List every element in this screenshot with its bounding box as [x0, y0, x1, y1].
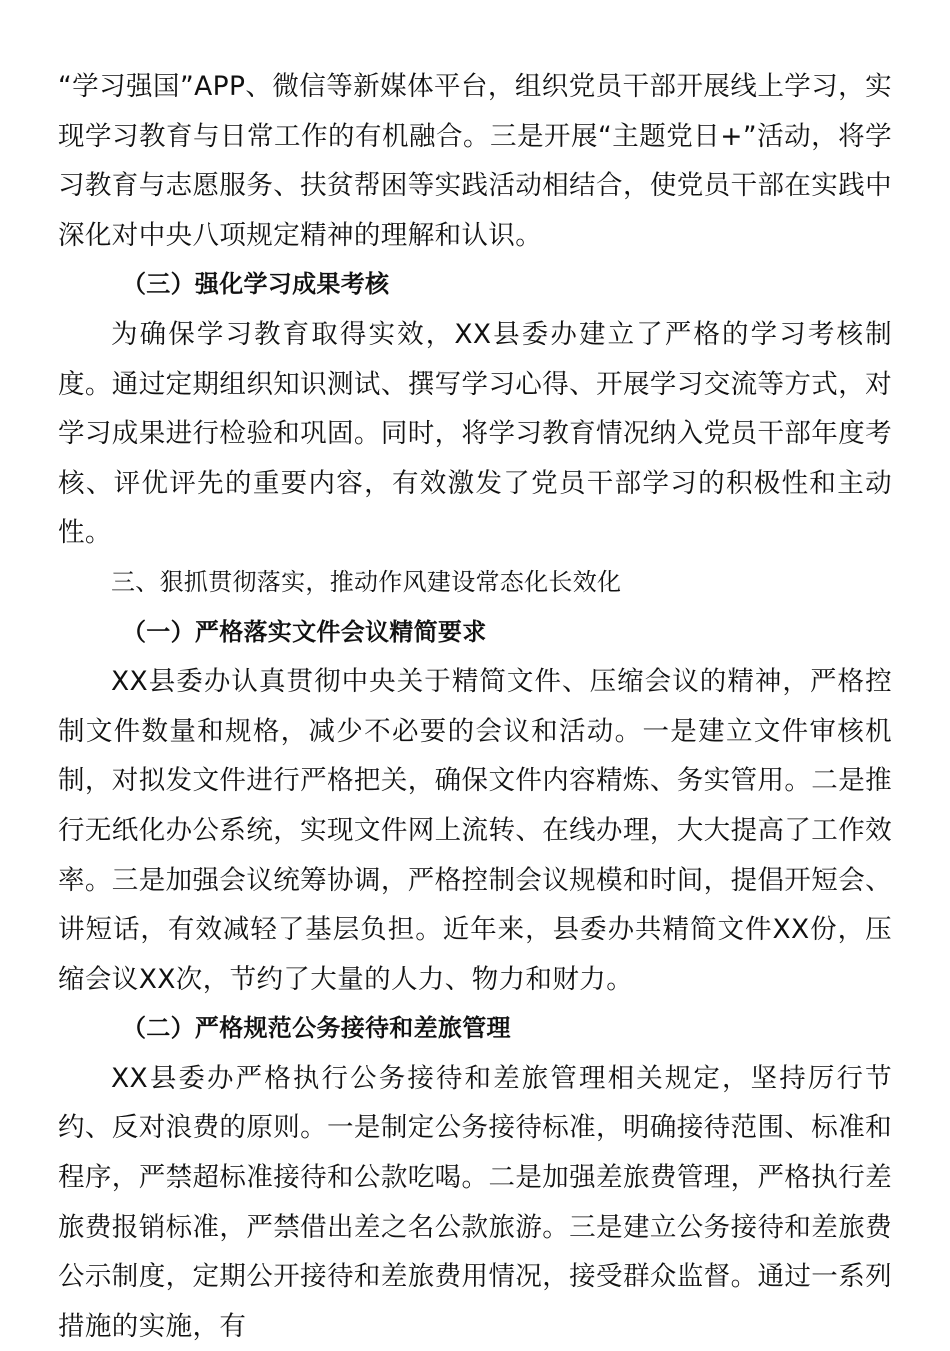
document-body: [58, 62, 892, 1351]
body-paragraph: XX县委办认真贯彻中央关于精简文件、压缩会议的精神，严格控制文件数量和规格，减少不必要的会议和活动。一是建立文件审核机制，对拟发文件进行严格把关，确保文件内容精炼、务实管用。二是推行无纸化办公系统，实现文件网上流转、在线办理，大大提高了工作效率。三是加强会议统筹协调，严格控制会议规模和时间，提倡开短会、讲短话，有效减轻了基层负担。近年来，县委办共精简文件XX份，压缩会议XX次，节约了大量的人力、物力和财力。: [58, 666, 892, 995]
subsection-heading: （三）强化学习成果考核: [122, 270, 390, 299]
subsection-heading: （一）严格落实文件会议精简要求: [122, 617, 487, 646]
section-title: 三、狠抓贯彻落实，推动作风建设常态化长效化: [111, 567, 622, 596]
body-paragraph: 为确保学习教育取得实效，XX县委办建立了严格的学习考核制度。通过定期组织知识测试、撰写学习心得、开展学习交流等方式，对学习成果进行检验和巩固。同时，将学习教育情况纳入党员干部年度考核、评优评先的重要内容，有效激发了党员干部学习的积极性和主动性。: [58, 318, 892, 549]
body-paragraph: XX县委办严格执行公务接待和差旅管理相关规定，坚持厉行节约、反对浪费的原则。一是制定公务接待标准，明确接待范围、标准和程序，严禁超标准接待和公款吃喝。二是加强差旅费管理，严格执行差旅费报销标准，严禁借出差之名公款旅游。三是建立公务接待和差旅费公示制度，定期公开接待和差旅费用情况，接受群众监督。通过一系列措施的实施，有: [58, 1062, 892, 1342]
body-paragraph: “学习强国”APP、微信等新媒体平台，组织党员干部开展线上学习，实现学习教育与日常工作的有机融合。三是开展“主题党日+”活动，将学习教育与志愿服务、扶贫帮困等实践活动相结合，使党员干部在实践中深化对中央八项规定精神的理解和认识。: [58, 71, 892, 251]
subsection-heading: （二）严格规范公务接待和差旅管理: [122, 1014, 511, 1043]
